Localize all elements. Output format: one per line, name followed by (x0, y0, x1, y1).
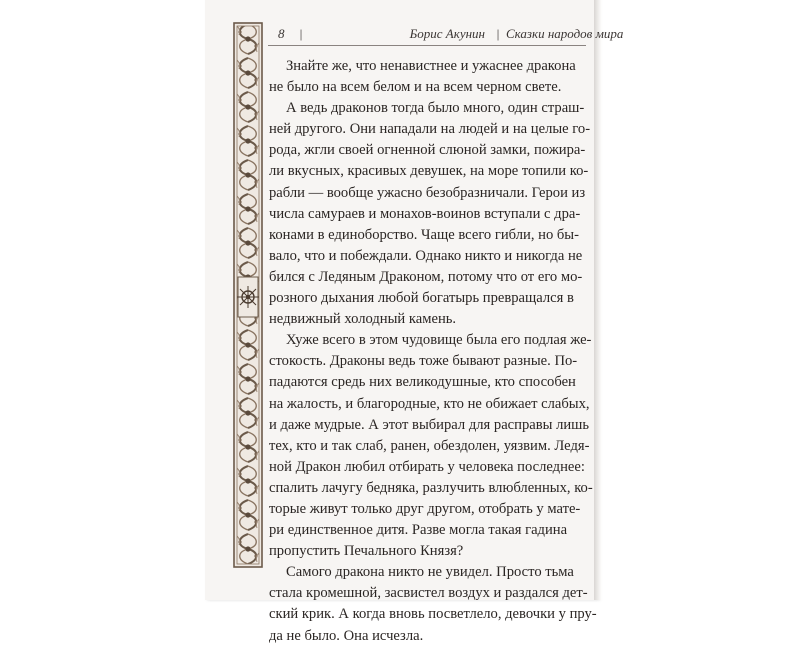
text-line: ней другого. Они нападали на людей и на целые го- (269, 121, 591, 138)
running-header (268, 22, 624, 42)
header-separator: | (299, 26, 303, 41)
text-line: тех, кто и так слаб, ранен, обездолен, уязвим. Ледя- (269, 437, 590, 454)
sun-medallion-icon (237, 286, 259, 308)
text-line: числа самураев и монахов-воинов вступали с дра- (269, 205, 581, 222)
text-line: Хуже всего в этом чудовище была его подлая же- (286, 332, 592, 349)
header-book-title: Сказки народов мира (506, 26, 624, 41)
text-line: Самого дракона никто не увидел. Просто тьма (286, 564, 574, 581)
header-author: Борис Акунин (409, 26, 485, 41)
text-line: Знайте же, что ненавистнее и ужаснее дракона (286, 58, 576, 74)
body-text (269, 56, 597, 647)
text-line: ной Дракон любил отбирать у человека последнее: (269, 458, 585, 475)
text-line: розного дыхания любой богатырь превращался в (269, 290, 574, 307)
header-rule (268, 45, 586, 46)
text-line: да не было. Она исчезла. (269, 627, 424, 644)
decorative-border-ornament (233, 22, 263, 568)
text-line: А ведь драконов тогда было много, один страш- (286, 100, 585, 117)
text-line: ский крик. А когда вновь посветлело, девочки у пру- (269, 606, 597, 623)
text-line: не было на всем белом и на всем черном свете. (269, 79, 562, 96)
text-line: ри единственное дитя. Разве могла такая гадина (269, 522, 568, 539)
text-line: рода, жгли своей огненной слюной замки, пожира- (269, 142, 586, 159)
header-separator: | (496, 26, 500, 41)
page-number: 8 (278, 26, 285, 41)
text-line: ли вкусных, красивых девушек, на море топили ко- (269, 163, 589, 180)
page-edge-shadow (594, 0, 602, 600)
text-line: вало, что и побеждали. Однако никто и никогда не (269, 247, 583, 264)
text-line: стокость. Драконы ведь тоже бывают разные. По- (269, 353, 578, 370)
text-line: на жалость, и благородные, кто не обижает слабых, (269, 395, 590, 412)
text-line: недвижный холодный камень. (269, 311, 457, 328)
text-line: торые живут только друг другом, отобрать у мате- (269, 500, 581, 517)
text-line: стала кромешной, засвистел воздух и раздался дет- (269, 585, 588, 602)
text-line: рабли — вообще ужасно безобразничали. Герои из (269, 184, 586, 201)
text-line: бился с Ледяным Драконом, потому что от его мо- (269, 268, 583, 285)
text-line: падаются средь них великодушные, кто способен (269, 374, 576, 391)
text-line: спалить лачугу бедняка, разлучить влюбленных, ко- (269, 479, 593, 496)
text-line: конами в единоборство. Чаще всего гибли, но бы- (269, 226, 579, 243)
text-line: и даже мудрые. А этот выбирал для расправы лишь (269, 416, 590, 433)
text-line: пропустить Печального Князя? (269, 543, 464, 560)
